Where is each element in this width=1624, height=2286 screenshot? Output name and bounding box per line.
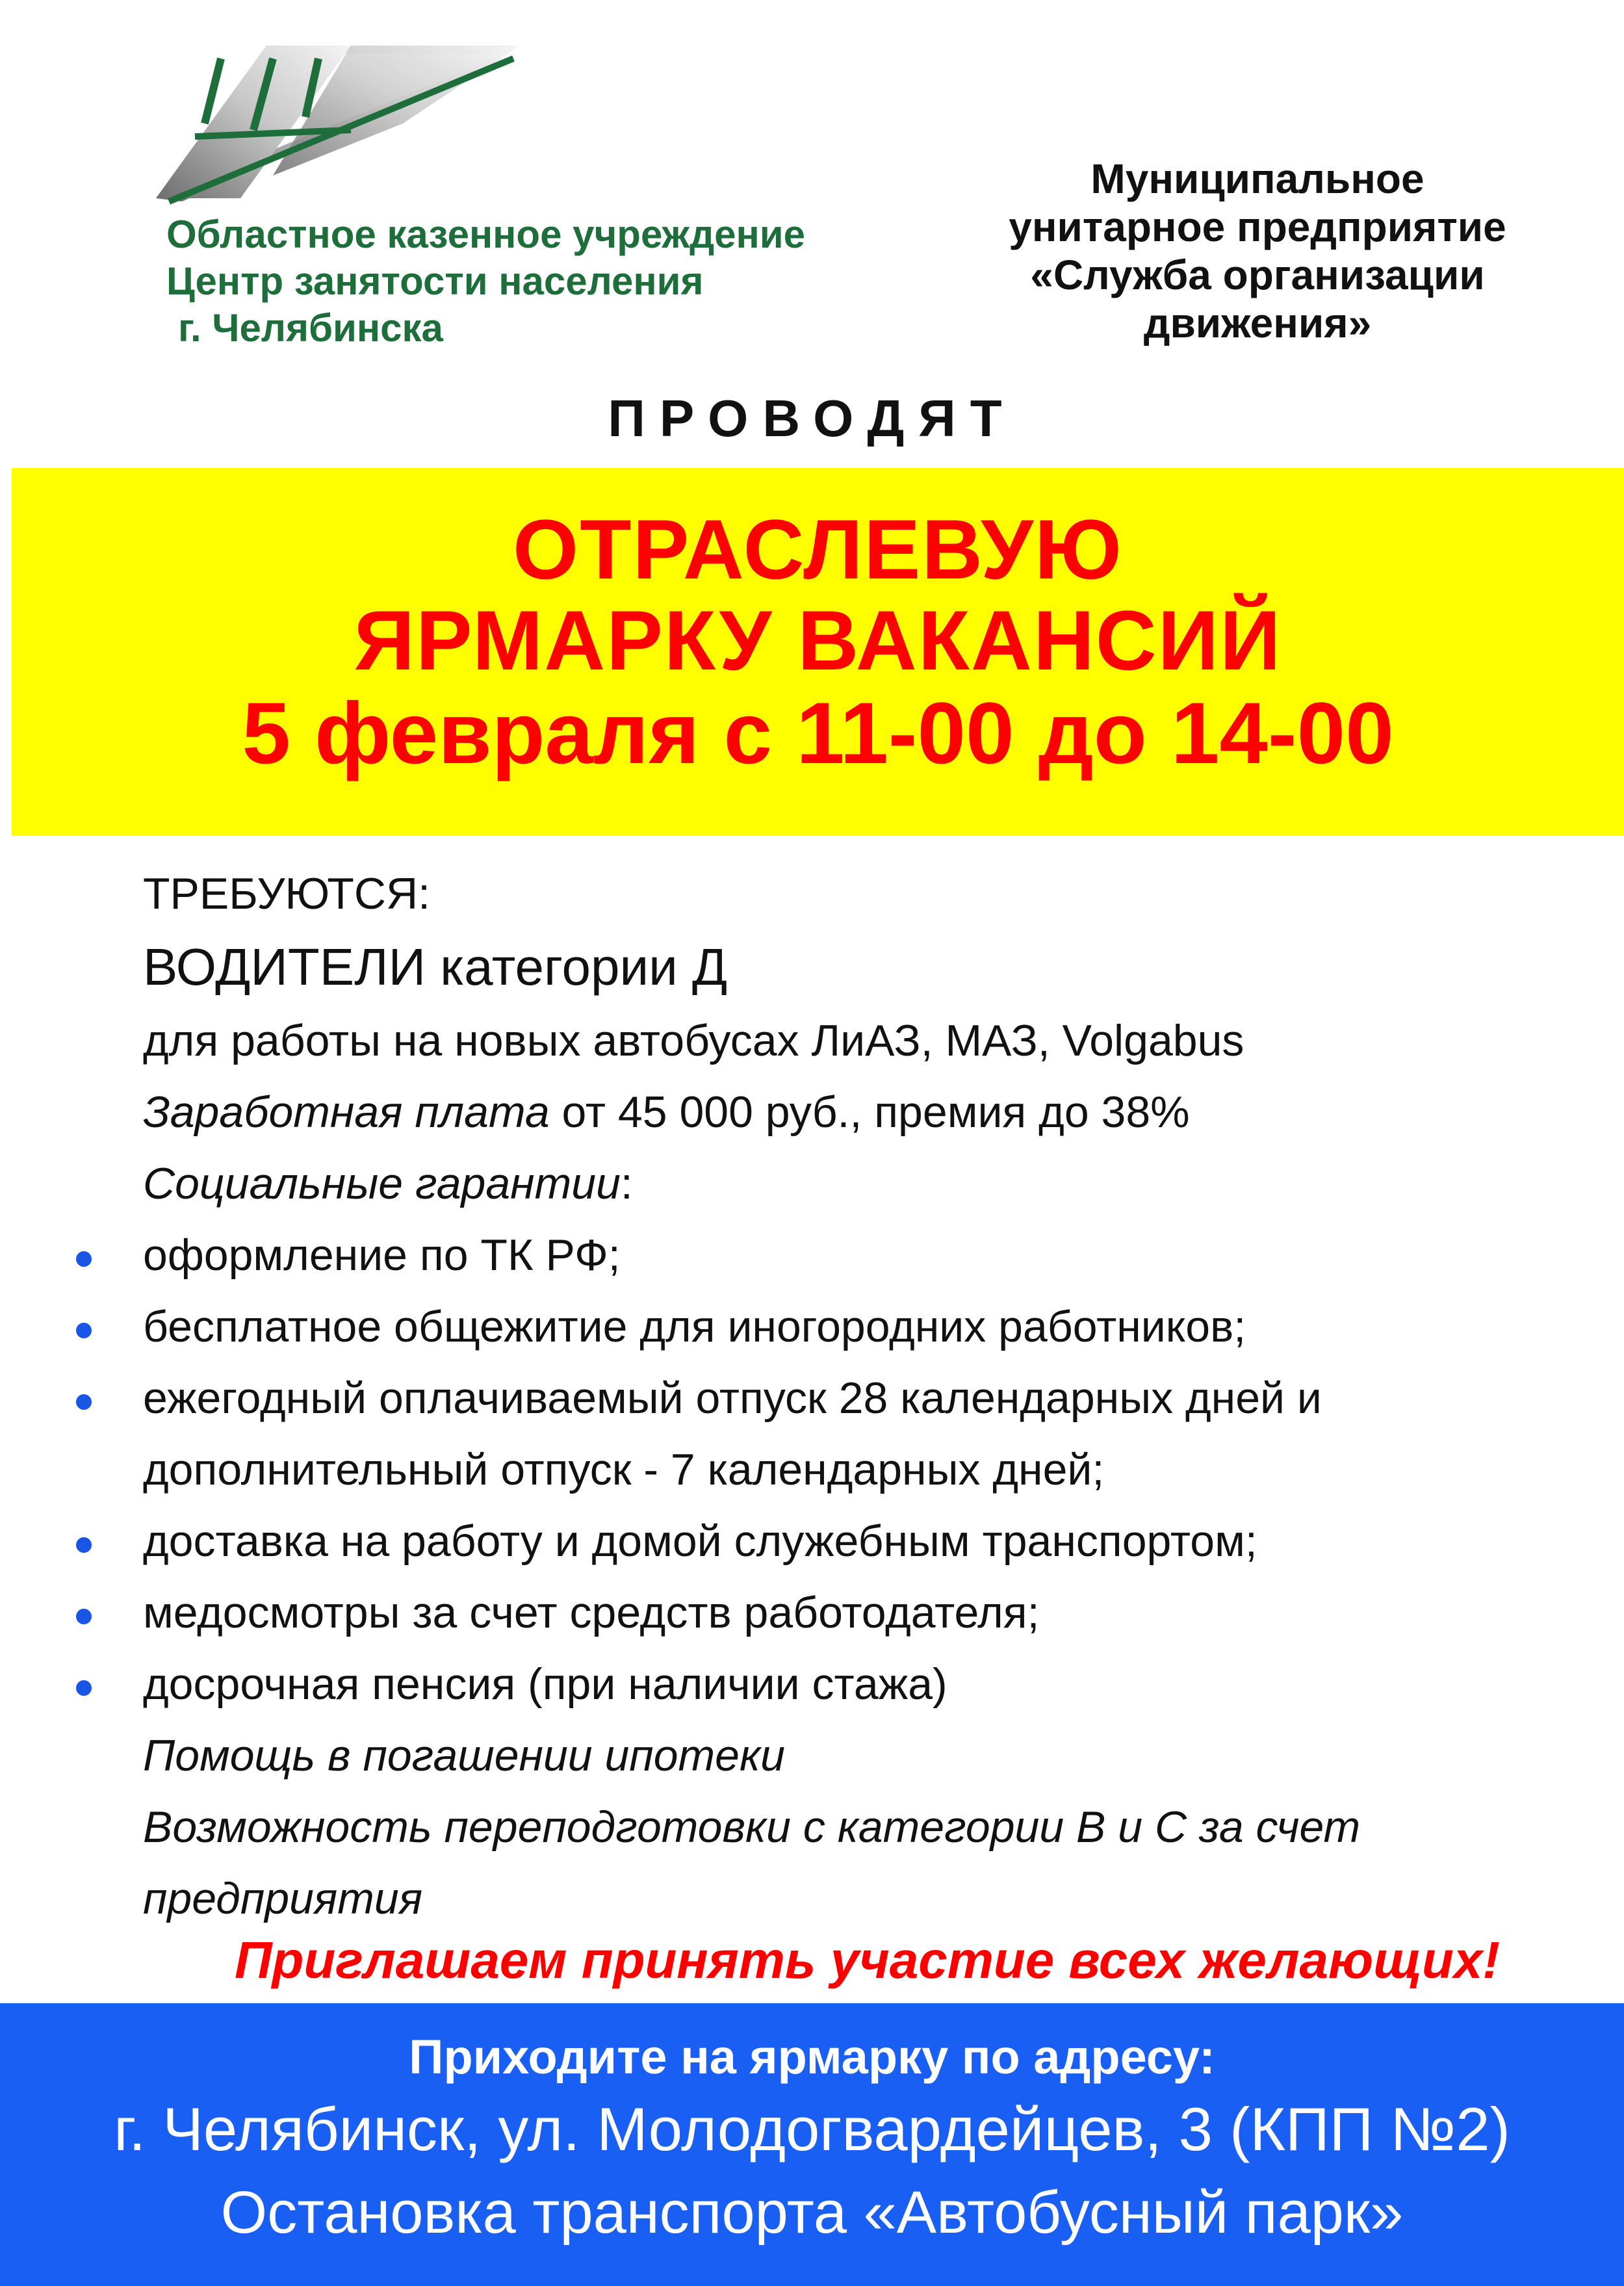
organizer-left-line1: Областное казенное учреждение <box>166 213 806 256</box>
banner-date: 5 февраля с 11-00 до 14-00 <box>242 685 1394 782</box>
guarantees-heading <box>143 1148 1599 1219</box>
buses-line: для работы на новых автобусах ЛиАЗ, МАЗ, Volgabus <box>143 1016 1244 1065</box>
event-banner <box>12 468 1624 836</box>
bullet-icon <box>76 1609 92 1624</box>
banner-line1: ОТРАСЛЕВУЮ <box>513 502 1123 597</box>
salary-line <box>143 1076 1599 1148</box>
list-item-text: медосмотры за счет средств работодателя; <box>143 1588 1040 1637</box>
guarantees-label: Социальные гарантии <box>143 1159 621 1208</box>
employment-center-logo <box>156 45 520 208</box>
mortgage-line: Помощь в погашении ипотеки <box>143 1731 785 1780</box>
organizer-right <box>955 155 1560 347</box>
address-footer <box>0 2003 1624 2286</box>
footer-bus-stop: Остановка транспорта «Автобусный парк» <box>220 2179 1404 2246</box>
list-item-text: бесплатное общежитие для иногородних работников; <box>143 1302 1246 1351</box>
bullet-icon <box>76 1680 92 1696</box>
bullet-icon <box>76 1537 92 1553</box>
invitation: Приглашаем принять участие всех желающих! <box>234 1931 1501 1989</box>
list-item-text: оформление по ТК РФ; <box>143 1230 621 1280</box>
position-category: категории Д <box>426 938 728 996</box>
organizer-right-line1: Муниципальное <box>1090 155 1424 202</box>
retraining-line1: Возможность переподготовки с категории В и С за счет <box>143 1802 1361 1852</box>
organizer-right-line2: унитарное предприятие <box>1009 203 1506 250</box>
organizer-left <box>166 211 914 352</box>
position-name: ВОДИТЕЛИ <box>143 938 426 996</box>
organizer-left-line2: Центр занятости населения <box>166 259 704 303</box>
bullet-icon <box>76 1251 92 1267</box>
list-item-text: ежегодный оплачиваемый отпуск 28 календарных дней и <box>143 1373 1322 1423</box>
organizer-left-line3: г. Челябинска <box>178 306 443 350</box>
heading-conduct: ПРОВОДЯТ <box>608 389 1016 447</box>
footer-line1: Приходите на ярмарку по адресу: <box>409 2030 1215 2084</box>
list-item-text: досрочная пенсия (при наличии стажа) <box>143 1659 947 1709</box>
salary-value: от 45 000 руб., премия до 38% <box>549 1087 1190 1137</box>
required-label: ТРЕБУЮТСЯ: <box>143 869 431 918</box>
list-item <box>143 1577 1599 1648</box>
salary-label: Заработная плата <box>143 1087 550 1137</box>
list-item <box>143 1291 1599 1362</box>
guarantees-colon: : <box>620 1159 633 1208</box>
list-item <box>143 1648 1599 1720</box>
job-description <box>143 858 1599 1934</box>
position-title <box>143 929 1599 1005</box>
list-item <box>143 1219 1599 1291</box>
bullet-icon <box>76 1394 92 1410</box>
list-item <box>143 1505 1599 1577</box>
bullet-icon <box>76 1323 92 1338</box>
footer-address: г. Челябинск, ул. Молодогвардейцев, 3 (КПП №2) <box>114 2095 1510 2163</box>
list-item <box>143 1362 1599 1434</box>
list-item-text: доставка на работу и домой служебным транспортом; <box>143 1516 1257 1566</box>
list-item-continuation: дополнительный отпуск - 7 календарных дней; <box>143 1445 1105 1494</box>
banner-line2: ЯРМАРКУ ВАКАНСИЙ <box>354 593 1282 688</box>
retraining-line2: предприятия <box>143 1874 423 1923</box>
organizer-right-line3: «Служба организации <box>1030 252 1485 298</box>
organizer-right-line4: движения» <box>1143 300 1372 346</box>
